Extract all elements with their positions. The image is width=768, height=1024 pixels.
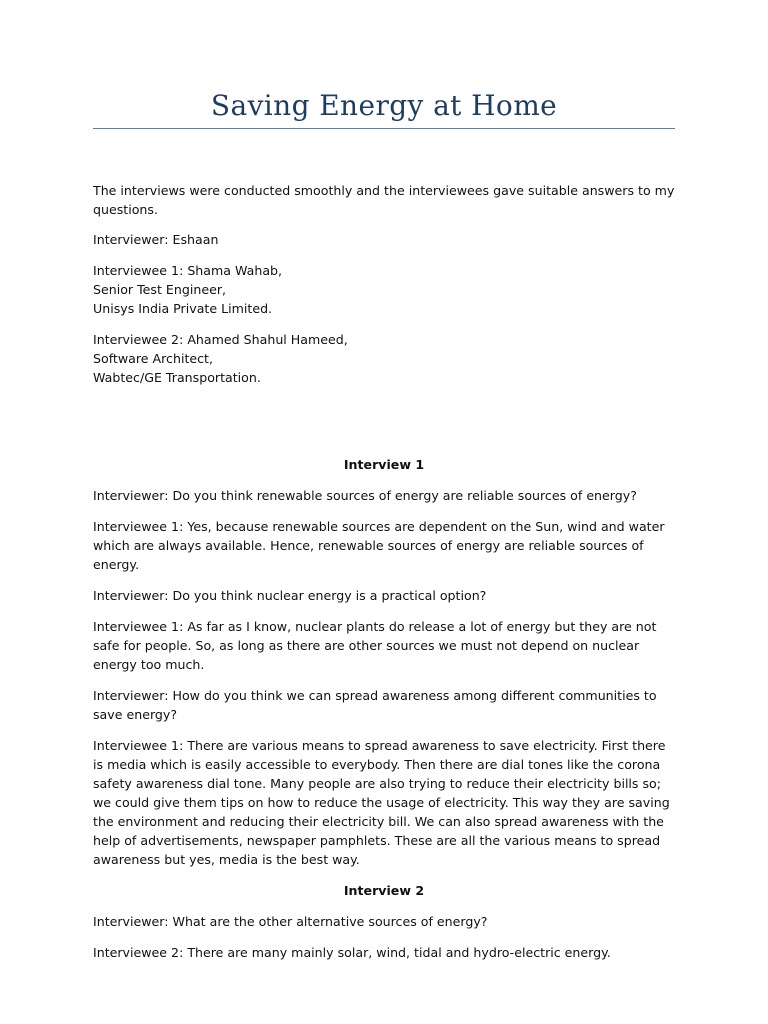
interview-1-question-3: Interviewer: How do you think we can spread awareness among different communities to save energy? <box>93 688 657 722</box>
interviewee-2-details <box>93 330 675 387</box>
interviewee-1-company: Unisys India Private Limited. <box>93 301 273 316</box>
interviewee-1-details <box>93 261 675 318</box>
interview-2-heading: Interview 2 <box>343 883 425 898</box>
interview-1-heading: Interview 1 <box>343 457 425 472</box>
intro-paragraph: The interviews were conducted smoothly and the interviewees gave suitable answers to my questions. <box>93 183 675 217</box>
interview-1-question-1: Interviewer: Do you think renewable sources of energy are reliable sources of energy? <box>93 488 637 503</box>
interview-1-answer-1: Interviewee 1: Yes, because renewable sources are dependent on the Sun, wind and water which are always available. Hence, renewable sources of energy are reliable sources of energy. <box>93 519 665 572</box>
section-spacer <box>93 399 675 455</box>
interview-2-question-1: Interviewer: What are the other alternative sources of energy? <box>93 914 488 929</box>
interview-1-answer-2: Interviewee 1: As far as I know, nuclear plants do release a lot of energy but they are not safe for people. So, as long as there are other sources we must not depend on nuclear energy too much. <box>93 619 657 672</box>
interviewee-1-name: Interviewee 1: Shama Wahab, <box>93 263 283 278</box>
interviewee-2-role: Software Architect, <box>93 351 213 366</box>
document-title: Saving Energy at Home <box>210 89 558 122</box>
interviewer-line: Interviewer: Eshaan <box>93 232 219 247</box>
interview-1-question-2: Interviewer: Do you think nuclear energy is a practical option? <box>93 588 487 603</box>
interviewee-1-role: Senior Test Engineer, <box>93 282 227 297</box>
document-body <box>93 181 675 974</box>
interviewee-2-company: Wabtec/GE Transportation. <box>93 370 261 385</box>
interview-2-answer-1: Interviewee 2: There are many mainly solar, wind, tidal and hydro-electric energy. <box>93 945 611 960</box>
interviewee-2-name: Interviewee 2: Ahamed Shahul Hameed, <box>93 332 348 347</box>
interview-1-answer-3: Interviewee 1: There are various means to spread awareness to save electricity. First there is media which is easily accessible to everybody. Then there are dial tones like the corona safety awareness dial tone. Many people are also trying to reduce their electricity bills so; we could give them tips on how to reduce the usage of electricity. This way they are saving the environment and reducing their electricity bill. We can also spread awareness with the help of advertisements, newspaper pamphlets. These are all the various means to spread awareness but yes, media is the best way. <box>93 738 670 867</box>
title-divider <box>93 128 675 129</box>
